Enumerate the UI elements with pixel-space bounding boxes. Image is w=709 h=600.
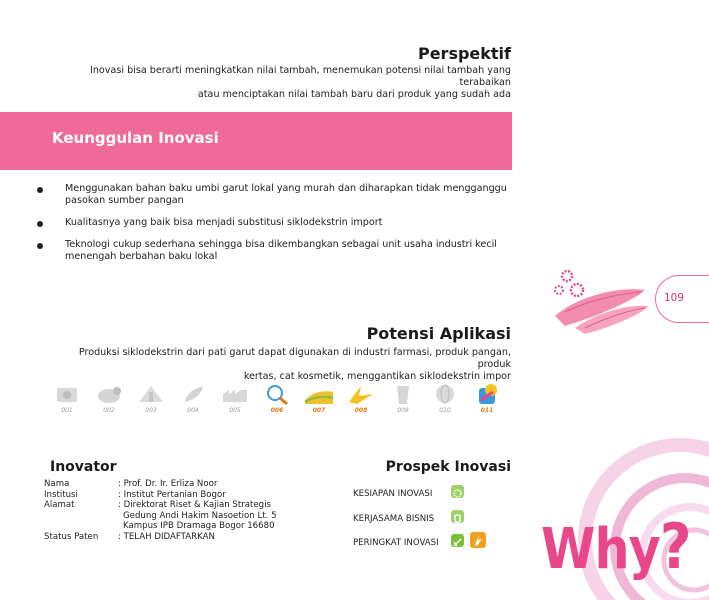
paten-value: : TELAH DIDAFTARKAN xyxy=(118,531,215,542)
paten-label: Status Paten xyxy=(44,531,99,542)
alamat-label: Alamat xyxy=(44,500,75,511)
app-icon-002 xyxy=(92,382,126,418)
peringkat-icon-1 xyxy=(451,534,464,547)
app-icon-006 xyxy=(260,382,294,418)
beverage-icon xyxy=(387,382,419,406)
energy-icon xyxy=(345,382,377,406)
perspektif-text xyxy=(41,65,511,101)
potensi-line-1: Produksi siklodekstrin dari pati garut dapat digunakan di industri farmasi, produk pangan, produk xyxy=(78,347,511,370)
construction-icon xyxy=(135,382,167,406)
kesiapan-label: KESIAPAN INOVASI xyxy=(353,489,433,499)
app-icon-008 xyxy=(344,382,378,418)
app-icon-number: 011 xyxy=(480,407,494,414)
machinery-icon xyxy=(51,382,83,406)
list-item: Teknologi cukup sederhana sehingga bisa dikembangkan sebagai unit usaha industri kecil menengah berbahan baku lokal xyxy=(36,239,516,263)
alamat-line-1: : Direktorat Riset & Kajian Strategis xyxy=(118,500,271,511)
app-icon-003 xyxy=(134,382,168,418)
perspektif-line-2: atau menciptakan nilai tambah baru dari produk yang sudah ada xyxy=(197,89,511,100)
perspektif-title: Perspektif xyxy=(417,44,511,63)
potensi-text xyxy=(51,347,511,383)
page-number: 109 xyxy=(664,292,685,304)
inovator-info xyxy=(44,479,318,543)
keunggulan-list xyxy=(36,183,516,273)
app-icon-number: 002 xyxy=(103,407,115,414)
alamat-line-3: Kampus IPB Dramaga Bogor 16680 xyxy=(123,521,275,532)
app-icon-004 xyxy=(176,382,210,418)
kerjasama-icon xyxy=(451,510,464,523)
nama-label: Nama xyxy=(44,479,70,489)
flower-icon xyxy=(555,271,583,296)
why-heading xyxy=(541,510,691,583)
prospek-title: Prospek Inovasi xyxy=(385,459,511,475)
app-icon-number: 010 xyxy=(439,407,451,414)
app-icon-number: 008 xyxy=(354,407,368,414)
globe-icon xyxy=(429,382,461,406)
kesiapan-icon xyxy=(451,485,464,498)
app-icon-005 xyxy=(218,382,252,418)
why-question-mark: ? xyxy=(659,510,691,583)
app-icon-number: 003 xyxy=(145,407,157,414)
peringkat-label: PERINGKAT INOVASI xyxy=(353,538,439,548)
institusi-value: : Institut Pertanian Bogor xyxy=(118,489,226,500)
app-icon-number: 009 xyxy=(397,407,409,414)
list-item: Menggunakan bahan baku umbi garut lokal yang murah dan diharapkan tidak mengganggu pasokan sumber pangan xyxy=(36,183,516,207)
nama-value: : Prof. Dr. Ir. Erliza Noor xyxy=(118,479,218,489)
app-icon-007 xyxy=(302,382,336,418)
list-item: Kualitasnya yang baik bisa menjadi substitusi siklodekstrin import xyxy=(36,217,516,229)
microscope-icon xyxy=(261,382,293,406)
field-icon xyxy=(303,382,335,406)
peringkat-icon-2 xyxy=(470,532,486,548)
app-icon-001 xyxy=(50,382,84,418)
pharma-icon xyxy=(471,382,503,406)
arrowroot-illustration xyxy=(545,268,655,338)
app-icon-010 xyxy=(428,382,462,418)
alamat-line-2: Gedung Andi Hakim Nasoetion Lt. 5 xyxy=(123,510,277,521)
app-icon-009 xyxy=(386,382,420,418)
app-icon-number: 006 xyxy=(270,407,284,414)
potensi-line-2: kertas, cat kosmetik, menggantikan siklodekstrin impor xyxy=(243,371,511,382)
factory-icon xyxy=(219,382,251,406)
livestock-icon xyxy=(93,382,125,406)
app-icon-011 xyxy=(470,382,504,418)
app-icon-number: 001 xyxy=(61,407,73,414)
inovator-title: Inovator xyxy=(50,459,117,475)
app-icon-number: 007 xyxy=(312,407,326,414)
institusi-label: Institusi xyxy=(44,489,78,500)
why-text: Why xyxy=(541,517,660,582)
app-icon-number: 005 xyxy=(229,407,241,414)
app-icon-number: 004 xyxy=(187,407,199,414)
potensi-title: Potensi Aplikasi xyxy=(366,324,511,343)
application-icons xyxy=(50,382,510,418)
keunggulan-title: Keunggulan Inovasi xyxy=(52,129,219,147)
plant-icon xyxy=(177,382,209,406)
perspektif-line-1: Inovasi bisa berarti meningkatkan nilai tambah, menemukan potensi nilai tambah yang terabaikan xyxy=(90,65,511,88)
kerjasama-label: KERJASAMA BISNIS xyxy=(353,514,435,524)
